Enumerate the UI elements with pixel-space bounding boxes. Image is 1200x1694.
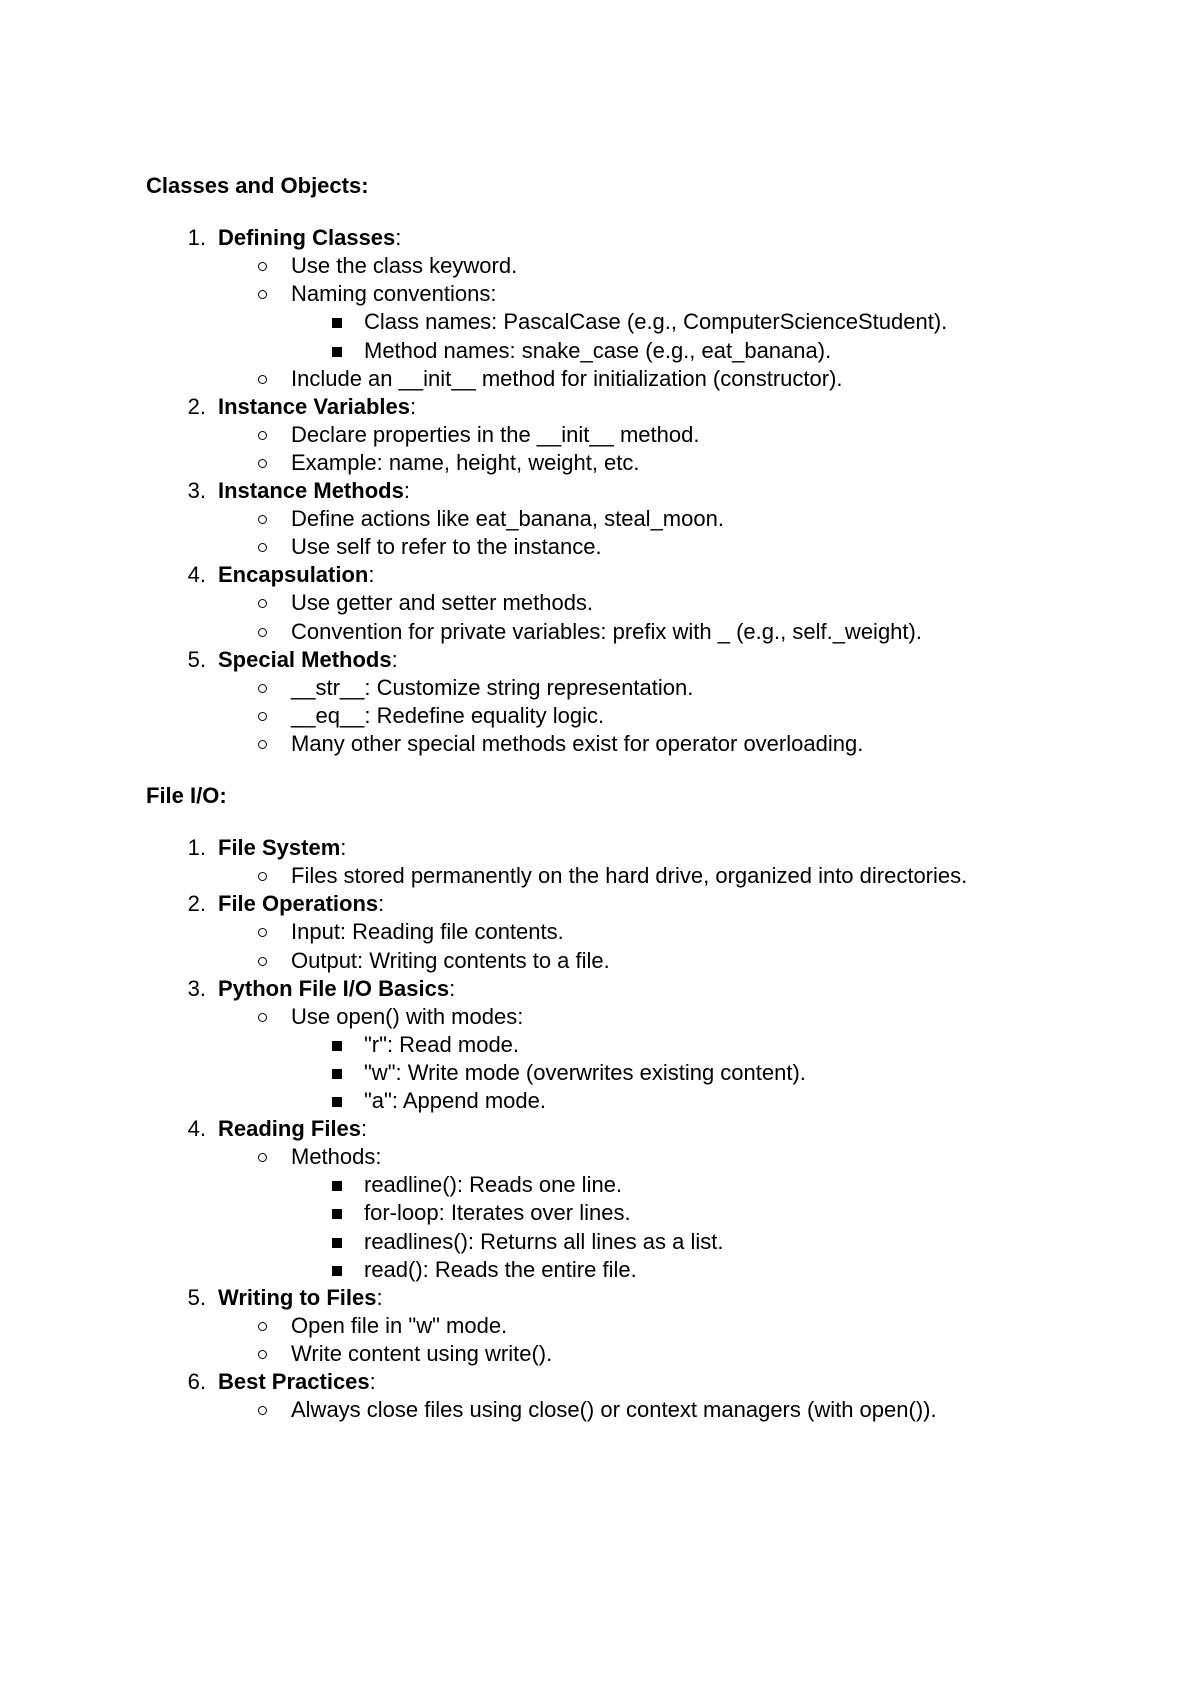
sub-list-item-text: __eq__: Redefine equality logic. — [291, 702, 605, 728]
list-item-text — [218, 561, 374, 589]
list-item-title: Defining Classes — [218, 225, 396, 251]
nested-list-item-text: Method names: snake_case (e.g., eat_banana). — [364, 337, 832, 363]
hollow-circle-bullet-icon — [258, 872, 267, 881]
hollow-circle-bullet-icon — [258, 1350, 267, 1359]
list-item-number: 6. — [187, 1369, 206, 1394]
nested-list-item-text: read(): Reads the entire file. — [364, 1256, 637, 1282]
list-item-title: Writing to Files — [218, 1284, 377, 1310]
square-bullet-icon — [332, 1209, 342, 1219]
sub-list-item-text: Methods: — [291, 1144, 382, 1170]
sub-list-item-text: Output: Writing contents to a file. — [291, 947, 610, 973]
list-item-title: Instance Variables — [218, 393, 410, 419]
section-heading: File I/O: — [146, 783, 227, 808]
list-item-number: 2. — [187, 891, 206, 917]
hollow-circle-bullet-icon — [258, 459, 267, 468]
hollow-circle-bullet-icon — [258, 712, 267, 721]
square-bullet-icon — [332, 1266, 342, 1276]
sub-list-item-text: Example: name, height, weight, etc. — [291, 449, 640, 475]
sub-list-item-text: __str__: Customize string representation. — [291, 674, 694, 700]
sub-list-item-text: Use self to refer to the instance. — [291, 534, 602, 560]
sub-list-item-text: Files stored permanently on the hard drive, organized into directories. — [291, 863, 968, 889]
list-item-number: 3. — [187, 975, 206, 1001]
list-item-colon: : — [449, 975, 456, 1001]
hollow-circle-bullet-icon — [258, 431, 267, 440]
list-item-text — [218, 1115, 367, 1143]
sub-list-item-text: Use getter and setter methods. — [291, 590, 594, 616]
hollow-circle-bullet-icon — [258, 599, 267, 608]
list-item-text — [218, 477, 410, 505]
nested-list-item-text: readline(): Reads one line. — [364, 1172, 623, 1198]
list-item-colon: : — [395, 225, 402, 251]
list-item-text — [218, 1284, 383, 1312]
list-item-title: Special Methods — [218, 646, 392, 672]
list-item-number: 1. — [187, 225, 206, 251]
list-item-title: File System — [218, 835, 341, 861]
list-item-colon: : — [378, 891, 385, 917]
hollow-circle-bullet-icon — [258, 262, 267, 271]
nested-list-item-text: "w": Write mode (overwrites existing content). — [364, 1059, 806, 1085]
square-bullet-icon — [332, 1097, 342, 1107]
list-item-colon: : — [403, 478, 410, 503]
sub-list-item-text: Include an __init__ method for initialization (constructor). — [291, 365, 843, 391]
sub-list-item-text: Naming conventions: — [291, 281, 497, 307]
hollow-circle-bullet-icon — [258, 1406, 267, 1415]
list-item-title: Instance Methods — [218, 478, 404, 503]
list-item-colon: : — [369, 1369, 376, 1394]
hollow-circle-bullet-icon — [258, 515, 267, 524]
list-item-text — [218, 834, 346, 862]
list-item-colon: : — [340, 835, 347, 861]
list-item-title: Best Practices — [218, 1369, 370, 1394]
list-item-title: Reading Files — [218, 1116, 362, 1142]
sub-list-item-text: Declare properties in the __init__ method. — [291, 421, 700, 447]
section-heading: Classes and Objects: — [146, 173, 369, 198]
list-item-colon: : — [368, 562, 375, 588]
nested-list-item-text: Class names: PascalCase (e.g., ComputerScienceStudent). — [364, 309, 948, 335]
square-bullet-icon — [332, 1041, 342, 1051]
square-bullet-icon — [332, 1181, 342, 1191]
list-item-title: Python File I/O Basics — [218, 975, 450, 1001]
list-item-title: Encapsulation — [218, 562, 369, 588]
hollow-circle-bullet-icon — [258, 1013, 267, 1022]
list-item-number: 2. — [187, 393, 206, 419]
hollow-circle-bullet-icon — [258, 928, 267, 937]
sub-list-item-text: Write content using write(). — [291, 1340, 553, 1366]
square-bullet-icon — [332, 1069, 342, 1079]
list-item-number: 5. — [187, 646, 206, 672]
list-item-text — [218, 975, 455, 1003]
nested-list-item-text: for-loop: Iterates over lines. — [364, 1200, 631, 1226]
list-item-text — [218, 393, 416, 421]
sub-list-item-text: Always close files using close() or context managers (with open()). — [291, 1397, 937, 1423]
list-item-number: 3. — [187, 478, 206, 503]
hollow-circle-bullet-icon — [258, 957, 267, 966]
sub-list-item-text: Use the class keyword. — [291, 253, 518, 279]
list-item-text — [218, 890, 384, 918]
nested-list-item-text: "a": Append mode. — [364, 1088, 546, 1113]
list-item-title: File Operations — [218, 891, 379, 917]
sub-list-item-text: Define actions like eat_banana, steal_moon. — [291, 506, 724, 532]
hollow-circle-bullet-icon — [258, 684, 267, 693]
list-item-number: 5. — [187, 1284, 206, 1310]
list-item-colon: : — [410, 393, 417, 419]
list-item-colon: : — [391, 646, 398, 672]
nested-list-item-text: readlines(): Returns all lines as a list. — [364, 1228, 724, 1254]
list-item-number: 4. — [187, 1116, 206, 1142]
sub-list-item-text: Open file in "w" mode. — [291, 1312, 508, 1338]
sub-list-item-text: Many other special methods exist for operator overloading. — [291, 730, 864, 756]
hollow-circle-bullet-icon — [258, 740, 267, 749]
square-bullet-icon — [332, 318, 342, 328]
square-bullet-icon — [332, 1238, 342, 1248]
hollow-circle-bullet-icon — [258, 628, 267, 637]
list-item-text — [218, 224, 401, 252]
nested-list-item-text: "r": Read mode. — [364, 1031, 520, 1057]
hollow-circle-bullet-icon — [258, 543, 267, 552]
list-item-number: 4. — [187, 562, 206, 588]
sub-list-item-text: Input: Reading file contents. — [291, 919, 564, 945]
square-bullet-icon — [332, 347, 342, 357]
hollow-circle-bullet-icon — [258, 290, 267, 299]
list-item-colon: : — [376, 1284, 383, 1310]
sub-list-item-text: Convention for private variables: prefix with _ (e.g., self._weight). — [291, 618, 922, 644]
hollow-circle-bullet-icon — [258, 375, 267, 384]
hollow-circle-bullet-icon — [258, 1153, 267, 1162]
hollow-circle-bullet-icon — [258, 1322, 267, 1331]
sub-list-item-text: Use open() with modes: — [291, 1003, 524, 1029]
list-item-text — [218, 1368, 376, 1396]
list-item-colon: : — [361, 1116, 368, 1142]
list-item-text — [218, 646, 398, 674]
list-item-number: 1. — [187, 835, 206, 861]
